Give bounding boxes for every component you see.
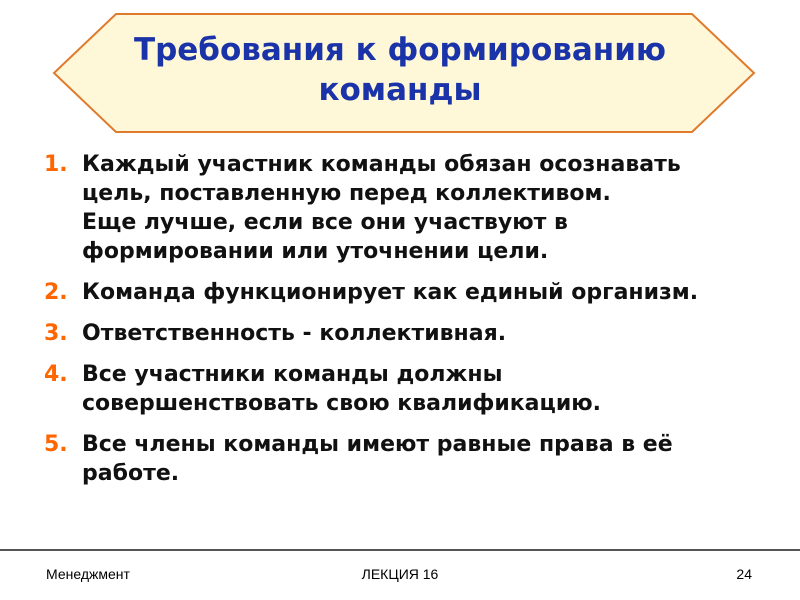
slide-title-line-2: команды: [318, 72, 482, 108]
footer-page-number: 24: [736, 566, 752, 582]
slide-title: [110, 30, 690, 110]
item-text-line: совершенствовать свою квалификацию.: [82, 391, 601, 416]
requirements-list: [44, 150, 784, 488]
item-text-line: формировании или уточнении цели.: [82, 239, 549, 264]
item-number: 2.: [44, 280, 68, 305]
item-number: 3.: [44, 321, 68, 346]
item-number: 4.: [44, 362, 68, 387]
item-text-line: Каждый участник команды обязан осознавать: [82, 152, 681, 177]
item-text-line: Все члены команды имеют равные права в её: [82, 432, 673, 457]
list-item: [44, 278, 784, 307]
item-number: 1.: [44, 152, 68, 177]
footer-lecture-label: ЛЕКЦИЯ 16: [361, 566, 439, 582]
item-text-line: Еще лучше, если все они участвуют в: [82, 210, 568, 235]
item-text-line: Все участники команды должны: [82, 362, 503, 387]
item-text-line: Команда функционирует как единый организм.: [82, 280, 699, 305]
list-item: [44, 360, 784, 418]
footer-divider: [0, 549, 800, 551]
footer-course-name: Менеджмент: [46, 566, 130, 582]
item-text-line: Ответственность - коллективная.: [82, 321, 507, 346]
item-text-line: цель, поставленную перед коллективом.: [82, 181, 611, 206]
list-item: [44, 430, 784, 488]
slide-title-line-1: Требования к формированию: [133, 32, 667, 68]
item-text-line: работе.: [82, 461, 180, 486]
list-item: [44, 150, 784, 266]
item-number: 5.: [44, 432, 68, 457]
list-item: [44, 319, 784, 348]
